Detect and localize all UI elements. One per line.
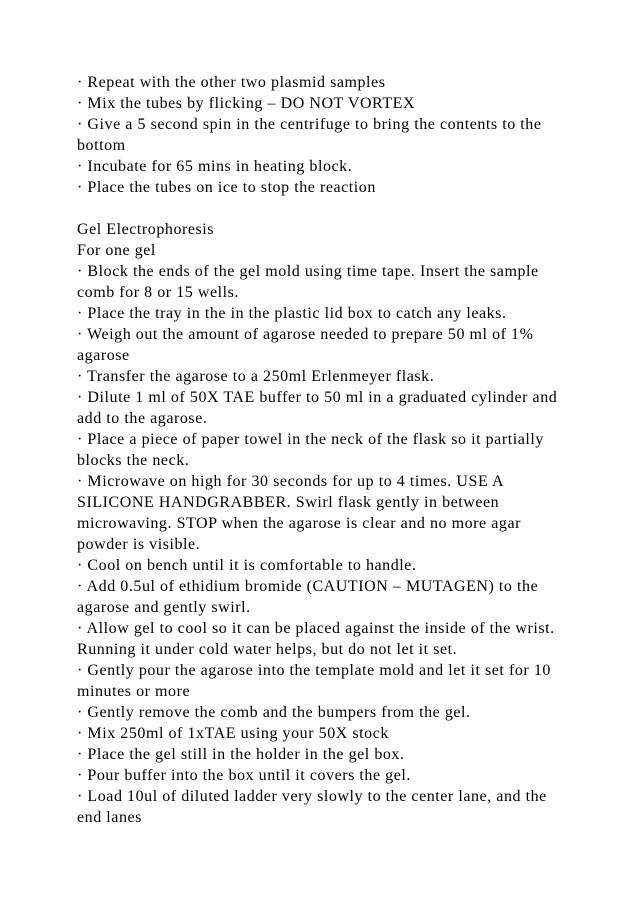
section-title: Gel Electrophoresis (77, 221, 215, 238)
step-text: · Gently remove the comb and the bumpers from the gel. (77, 704, 471, 721)
step-text: · Weigh out the amount of agarose needed to prepare 50 ml of 1% agarose (77, 326, 534, 364)
step-text: · Dilute 1 ml of 50X TAE buffer to 50 ml in a graduated cylinder and add to the agarose. (77, 389, 558, 427)
step-text: · Load 10ul of diluted ladder very slowly to the center lane, and the end lanes (77, 788, 547, 826)
step-text: · Place the tray in the in the plastic lid box to catch any leaks. (77, 305, 507, 322)
step-text: · Block the ends of the gel mold using time tape. Insert the sample comb for 8 or 15 wells. (77, 263, 539, 301)
blank-line (77, 198, 567, 219)
step-text: · Allow gel to cool so it can be placed against the inside of the wrist. Running it under cold water helps, but do not let it set. (77, 620, 555, 658)
step-text: · Mix the tubes by flicking – DO NOT VORTEX (77, 95, 416, 112)
step-text: · Microwave on high for 30 seconds for up to 4 times. USE A SILICONE HANDGRABBER. Swirl flask gently in between microwaving. STOP when the agarose is clear and no more agar powder is visible. (77, 473, 521, 553)
step-text: · Gently pour the agarose into the template mold and let it set for 10 minutes or more (77, 662, 551, 700)
step-text: · Cool on bench until it is comfortable to handle. (77, 557, 417, 574)
step-text: · Transfer the agarose to a 250ml Erlenmeyer flask. (77, 368, 435, 385)
step-text: · Mix 250ml of 1xTAE using your 50X stock (77, 725, 389, 742)
step-text: · Pour buffer into the box until it covers the gel. (77, 767, 411, 784)
step-text: · Incubate for 65 mins in heating block. (77, 158, 353, 175)
step-text: · Add 0.5ul of ethidium bromide (CAUTION – MUTAGEN) to the agarose and gently swirl. (77, 578, 539, 616)
section-subtitle: For one gel (77, 242, 156, 259)
step-text: · Place the tubes on ice to stop the reaction (77, 179, 376, 196)
document-body (77, 72, 567, 828)
step-text: · Place a piece of paper towel in the neck of the flask so it partially blocks the neck. (77, 431, 544, 469)
step-text: · Repeat with the other two plasmid samples (77, 74, 386, 91)
step-text: · Place the gel still in the holder in the gel box. (77, 746, 405, 763)
step-text: · Give a 5 second spin in the centrifuge to bring the contents to the bottom (77, 116, 542, 154)
